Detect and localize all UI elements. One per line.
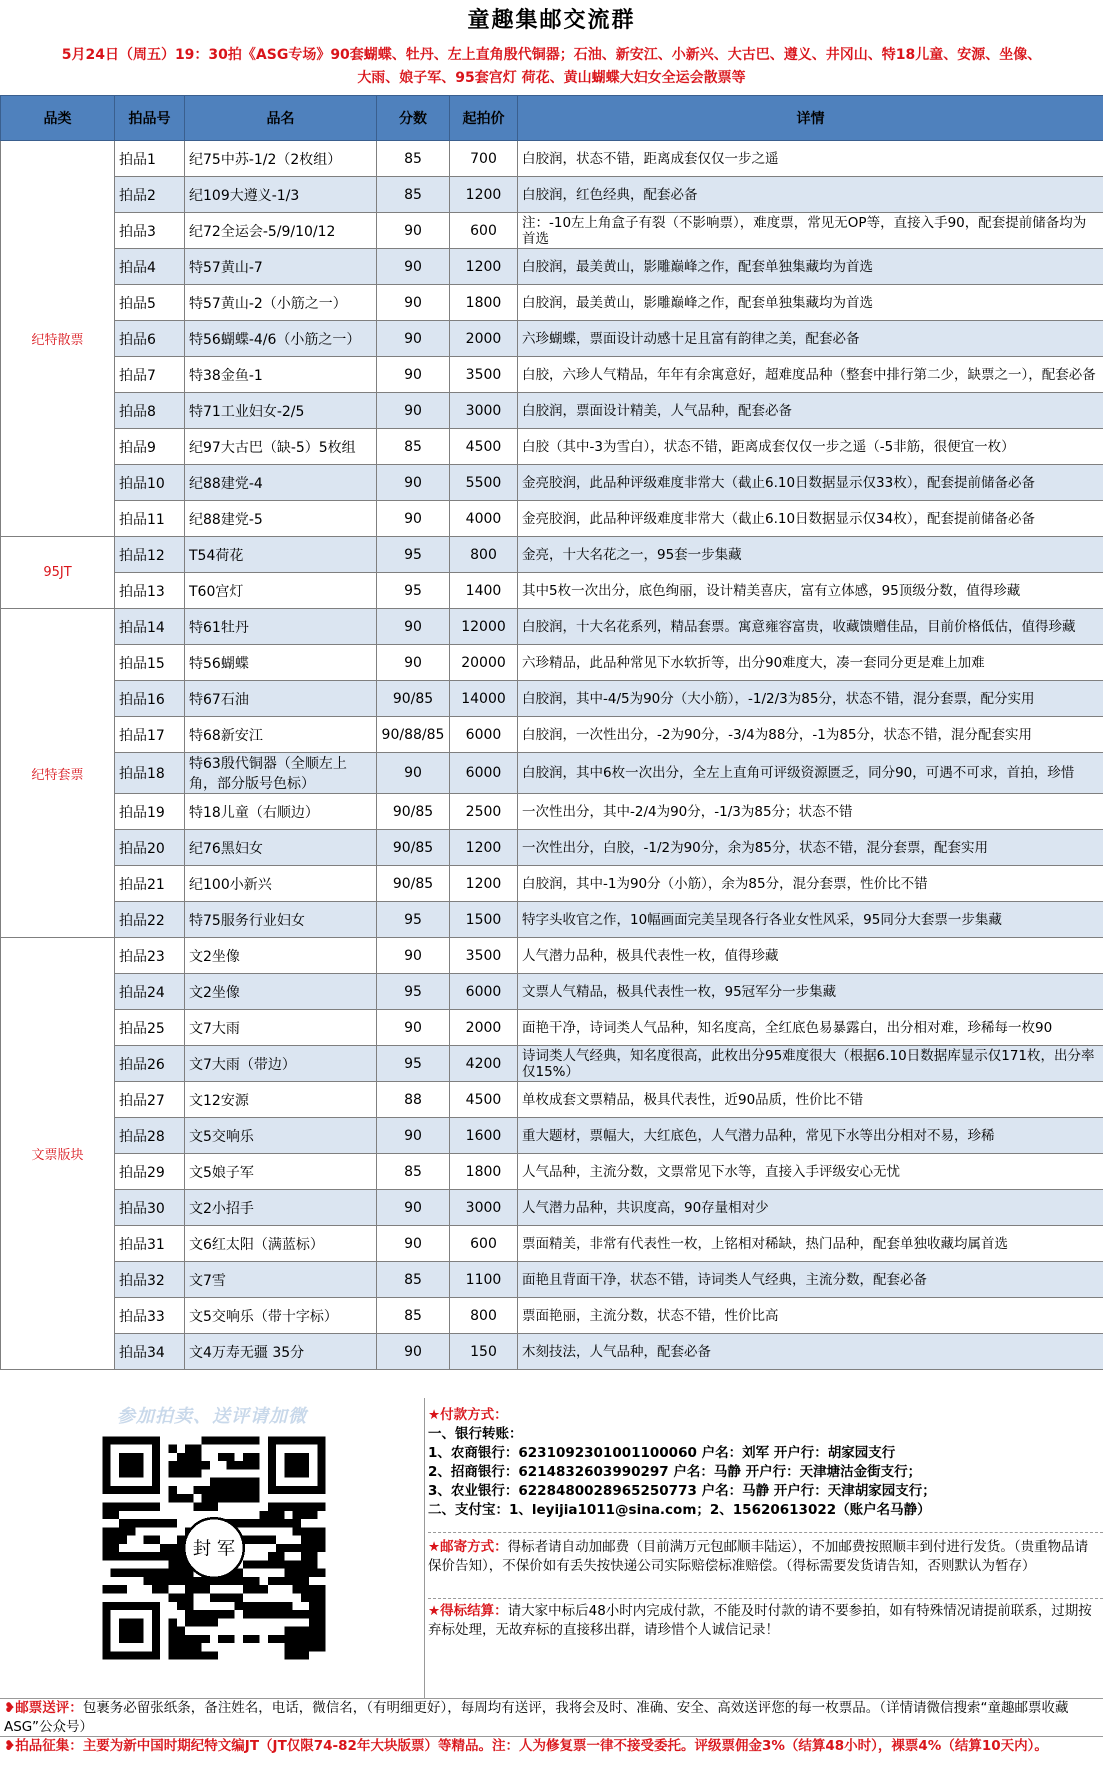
col-header-name: 品名 — [185, 96, 377, 141]
table-row — [1, 717, 1103, 753]
lot-number: 拍品24 — [115, 974, 185, 1010]
lot-detail: 白胶润，票面设计精美，人气品种，配套必备 — [518, 393, 1103, 429]
start-price: 1600 — [450, 1118, 518, 1154]
table-row — [1, 393, 1103, 429]
lot-name: T54荷花 — [185, 537, 377, 573]
lot-name: 文2坐像 — [185, 974, 377, 1010]
lot-name: 特75服务行业妇女 — [185, 902, 377, 938]
grade: 90/85 — [377, 866, 450, 902]
lot-detail: 人气潜力品种，共识度高，90存量相对少 — [518, 1190, 1103, 1226]
col-header-lot: 拍品号 — [115, 96, 185, 141]
table-row — [1, 321, 1103, 357]
lot-detail: 人气品种，主流分数，文票常见下水等，直接入手评级安心无忧 — [518, 1154, 1103, 1190]
category-cell: 95JT — [1, 537, 115, 609]
eval-title: ❥邮票送评： — [4, 1700, 83, 1716]
start-price: 600 — [450, 1226, 518, 1262]
start-price: 20000 — [450, 645, 518, 681]
table-row — [1, 249, 1103, 285]
start-price: 1200 — [450, 830, 518, 866]
grade: 90 — [377, 501, 450, 537]
lot-number: 拍品33 — [115, 1298, 185, 1334]
grade: 90/85 — [377, 681, 450, 717]
grade: 90 — [377, 1010, 450, 1046]
table-header-row — [1, 96, 1103, 141]
lot-number: 拍品18 — [115, 753, 185, 794]
table-row — [1, 1082, 1103, 1118]
lot-detail: 白胶润，最美黄山，影雕巅峰之作，配套单独集藏均为首选 — [518, 285, 1103, 321]
lot-number: 拍品25 — [115, 1010, 185, 1046]
grade: 95 — [377, 902, 450, 938]
eval-text: 包裹务必留张纸条，备注姓名，电话，微信名，（有明细更好），每周均有送评，我将会及时、准确、安全、高效送评您的每一枚票品。（详情请微信搜索“童趣邮票收藏ASG”公众号） — [4, 1700, 1069, 1735]
lot-name: T60宫灯 — [185, 573, 377, 609]
start-price: 150 — [450, 1334, 518, 1370]
lot-name: 特56蝴蝶 — [185, 645, 377, 681]
lot-number: 拍品30 — [115, 1190, 185, 1226]
lot-name: 文5交响乐（带十字标） — [185, 1298, 377, 1334]
lot-number: 拍品12 — [115, 537, 185, 573]
eval-section — [0, 1698, 1103, 1736]
grade: 90 — [377, 213, 450, 249]
table-row — [1, 1046, 1103, 1082]
grade: 90 — [377, 645, 450, 681]
lot-detail: 金亮胶润，此品种评级难度非常大（截止6.10日数据显示仅34枚），配套提前储备必备 — [518, 501, 1103, 537]
lot-name: 文5娘子军 — [185, 1154, 377, 1190]
start-price: 1200 — [450, 177, 518, 213]
start-price: 800 — [450, 1298, 518, 1334]
start-price: 4000 — [450, 501, 518, 537]
lot-name: 特67石油 — [185, 681, 377, 717]
lot-detail: 面艳干净，诗词类人气品种，知名度高，全红底色易暴露白，出分相对难，珍稀每一枚90 — [518, 1010, 1103, 1046]
table-row — [1, 1010, 1103, 1046]
start-price: 3000 — [450, 393, 518, 429]
start-price: 1100 — [450, 1262, 518, 1298]
lot-name: 文5交响乐 — [185, 1118, 377, 1154]
lot-number: 拍品10 — [115, 465, 185, 501]
start-price: 3000 — [450, 1190, 518, 1226]
start-price: 4200 — [450, 1046, 518, 1082]
lot-detail: 白胶润，红色经典，配套必备 — [518, 177, 1103, 213]
auction-table — [0, 95, 1103, 1370]
grade: 90 — [377, 1190, 450, 1226]
page-title: 童趣集邮交流群 — [467, 8, 636, 33]
grade: 90/85 — [377, 830, 450, 866]
grade: 85 — [377, 1298, 450, 1334]
collect-text: 主要为新中国时期纪特文编JT（JT仅限74-82年大块版票）等精品。注：人为修复票一律不接受委托。评级票佣金3%（结算48小时），裸票4%（结算10天内）。 — [82, 1738, 1048, 1754]
lot-number: 拍品26 — [115, 1046, 185, 1082]
grade: 90 — [377, 321, 450, 357]
start-price: 600 — [450, 213, 518, 249]
grade: 90 — [377, 285, 450, 321]
table-row — [1, 285, 1103, 321]
lot-name: 文12安源 — [185, 1082, 377, 1118]
start-price: 1800 — [450, 285, 518, 321]
grade: 85 — [377, 1262, 450, 1298]
settle-section — [428, 1602, 1098, 1640]
table-row — [1, 465, 1103, 501]
start-price: 1200 — [450, 249, 518, 285]
start-price: 12000 — [450, 609, 518, 645]
grade: 90 — [377, 1226, 450, 1262]
lot-name: 文7大雨 — [185, 1010, 377, 1046]
lot-number: 拍品8 — [115, 393, 185, 429]
col-header-detail: 详情 — [518, 96, 1103, 141]
table-row — [1, 1154, 1103, 1190]
table-row — [1, 1262, 1103, 1298]
lot-name: 纪76黑妇女 — [185, 830, 377, 866]
grade: 90 — [377, 938, 450, 974]
divider — [428, 1532, 1103, 1533]
lot-number: 拍品5 — [115, 285, 185, 321]
lot-number: 拍品22 — [115, 902, 185, 938]
grade: 90 — [377, 609, 450, 645]
lot-number: 拍品11 — [115, 501, 185, 537]
grade: 90 — [377, 393, 450, 429]
lot-detail: 诗词类人气经典，知名度很高，此枚出分95难度很大（根据6.10日数据库显示仅171枚，出分率仅15%） — [518, 1046, 1103, 1082]
lot-name: 特57黄山-2（小筋之一） — [185, 285, 377, 321]
table-row — [1, 794, 1103, 830]
subtitle-line-2: 大雨、娘子军、95套宫灯 荷花、黄山蝴蝶大妇女全运会散票等 — [357, 70, 746, 86]
lot-detail: 白胶（其中-3为雪白），状态不错，距离成套仅仅一步之遥（-5非筋，很便宜一枚） — [518, 429, 1103, 465]
table-row — [1, 938, 1103, 974]
lot-name: 特56蝴蝶-4/6（小筋之一） — [185, 321, 377, 357]
payment-section — [428, 1406, 1098, 1520]
lot-detail: 单枚成套文票精品，极具代表性，近90品质，性价比不错 — [518, 1082, 1103, 1118]
lot-number: 拍品15 — [115, 645, 185, 681]
lot-name: 文4万寿无疆 35分 — [185, 1334, 377, 1370]
lot-number: 拍品21 — [115, 866, 185, 902]
col-header-category: 品类 — [1, 96, 115, 141]
lot-detail: 金亮胶润，此品种评级难度非常大（截止6.10日数据显示仅33枚），配套提前储备必备 — [518, 465, 1103, 501]
start-price: 4500 — [450, 429, 518, 465]
grade: 90 — [377, 1334, 450, 1370]
grade: 90 — [377, 249, 450, 285]
category-cell: 纪特散票 — [1, 141, 115, 537]
lot-name: 纪97大古巴（缺-5）5枚组 — [185, 429, 377, 465]
grade: 85 — [377, 429, 450, 465]
footer — [0, 1398, 1103, 1771]
lot-detail: 白胶，六珍人气精品，年年有余寓意好，超难度品种（整套中排行第二少，缺票之一），配套必备 — [518, 357, 1103, 393]
wechat-qr-code[interactable] — [94, 1428, 334, 1668]
lot-name: 文6红太阳（满蓝标） — [185, 1226, 377, 1262]
lot-name: 纪88建党-5 — [185, 501, 377, 537]
grade: 88 — [377, 1082, 450, 1118]
start-price: 6000 — [450, 753, 518, 794]
subtitle-line-1: 5月24日（周五）19：30拍《ASG专场》90套蝴蝶、牡丹、左上直角殷代铜器；石油、新安江、小新兴、大古巴、遵义、井冈山、特18儿童、安源、坐像、 — [61, 47, 1042, 63]
lot-detail: 金亮，十大名花之一，95套一步集藏 — [518, 537, 1103, 573]
lot-detail: 白胶润，状态不错，距离成套仅仅一步之遥 — [518, 141, 1103, 177]
table-row — [1, 866, 1103, 902]
lot-name: 纪72全运会-5/9/10/12 — [185, 213, 377, 249]
lot-name: 文2小招手 — [185, 1190, 377, 1226]
start-price: 1800 — [450, 1154, 518, 1190]
grade: 85 — [377, 1154, 450, 1190]
lot-number: 拍品27 — [115, 1082, 185, 1118]
lot-number: 拍品17 — [115, 717, 185, 753]
lot-detail: 一次性出分，其中-2/4为90分，-1/3为85分；状态不错 — [518, 794, 1103, 830]
table-row — [1, 573, 1103, 609]
lot-detail: 一次性出分，白胶，-1/2为90分，余为85分，状态不错，混分套票，配套实用 — [518, 830, 1103, 866]
lot-detail: 木刻技法，人气品种，配套必备 — [518, 1334, 1103, 1370]
grade: 95 — [377, 1046, 450, 1082]
qr-center-logo: 封 军 — [192, 1538, 236, 1560]
collect-section — [0, 1736, 1103, 1771]
bank-account-3: 3、农业银行：6228480028965250773 户名：马静 开户行：天津胡家园支行； — [428, 1483, 936, 1499]
start-price: 800 — [450, 537, 518, 573]
bank-account-2: 2、招商银行：6214832603990297 户名：马静 开户行：天津塘沽金街支行； — [428, 1464, 922, 1480]
lot-detail: 白胶润，最美黄山，影雕巅峰之作，配套单独集藏均为首选 — [518, 249, 1103, 285]
lot-name: 文7大雨（带边） — [185, 1046, 377, 1082]
grade: 90 — [377, 357, 450, 393]
lot-detail: 特字头收官之作，10幅画面完美呈现各行各业女性风采，95同分大套票一步集藏 — [518, 902, 1103, 938]
lot-detail: 注：-10左上角盒子有裂（不影响票），难度票，常见无OP等，直接入手90，配套提前储备均为首选 — [518, 213, 1103, 249]
start-price: 2000 — [450, 321, 518, 357]
lot-number: 拍品34 — [115, 1334, 185, 1370]
lot-detail: 白胶润，一次性出分，-2为90分，-3/4为88分，-1为85分，状态不错，混分配套实用 — [518, 717, 1103, 753]
table-row — [1, 974, 1103, 1010]
table-row — [1, 645, 1103, 681]
lot-number: 拍品19 — [115, 794, 185, 830]
lot-name: 纪88建党-4 — [185, 465, 377, 501]
col-header-start-price: 起拍价 — [450, 96, 518, 141]
lot-detail: 白胶润，其中-4/5为90分（大小筋），-1/2/3为85分，状态不错，混分套票，配分实用 — [518, 681, 1103, 717]
grade: 90 — [377, 753, 450, 794]
lot-name: 特57黄山-7 — [185, 249, 377, 285]
lot-number: 拍品29 — [115, 1154, 185, 1190]
grade: 95 — [377, 974, 450, 1010]
start-price: 6000 — [450, 717, 518, 753]
lot-detail: 六珍蝴蝶，票面设计动感十足且富有韵律之美，配套必备 — [518, 321, 1103, 357]
start-price: 3500 — [450, 938, 518, 974]
lot-detail: 重大题材，票幅大，大红底色，人气潜力品种，常见下水等出分相对不易，珍稀 — [518, 1118, 1103, 1154]
start-price: 14000 — [450, 681, 518, 717]
lot-number: 拍品16 — [115, 681, 185, 717]
bank-title: 一、银行转账： — [428, 1426, 523, 1442]
start-price: 2000 — [450, 1010, 518, 1046]
settle-title: ★得标结算： — [428, 1603, 508, 1619]
table-row — [1, 501, 1103, 537]
table-row — [1, 681, 1103, 717]
lot-name: 特18儿童（右顺边） — [185, 794, 377, 830]
start-price: 2500 — [450, 794, 518, 830]
table-row — [1, 213, 1103, 249]
collect-title: ❥拍品征集： — [4, 1738, 83, 1754]
lot-detail: 白胶润，其中-1为90分（小筋），余为85分，混分套票，性价比不错 — [518, 866, 1103, 902]
table-row — [1, 609, 1103, 645]
lot-number: 拍品3 — [115, 213, 185, 249]
lot-detail: 白胶润，其中6枚一次出分，全左上直角可评级资源匮乏，同分90，可遇不可求，首拍，珍惜 — [518, 753, 1103, 794]
qr-panel — [0, 1398, 425, 1698]
table-row — [1, 141, 1103, 177]
lot-name: 特38金鱼-1 — [185, 357, 377, 393]
lot-number: 拍品14 — [115, 609, 185, 645]
grade: 95 — [377, 537, 450, 573]
table-row — [1, 1190, 1103, 1226]
lot-number: 拍品6 — [115, 321, 185, 357]
table-row — [1, 1118, 1103, 1154]
start-price: 1500 — [450, 902, 518, 938]
table-row — [1, 177, 1103, 213]
mail-section — [428, 1538, 1098, 1576]
table-row — [1, 1298, 1103, 1334]
qr-title: 参加拍卖、送评请加微 — [117, 1406, 307, 1427]
grade: 85 — [377, 177, 450, 213]
table-row — [1, 537, 1103, 573]
grade: 85 — [377, 141, 450, 177]
payment-title: ★付款方式： — [428, 1407, 508, 1423]
lot-number: 拍品2 — [115, 177, 185, 213]
table-row — [1, 902, 1103, 938]
lot-detail: 面艳且背面干净，状态不错，诗词类人气经典，主流分数，配套必备 — [518, 1262, 1103, 1298]
lot-number: 拍品31 — [115, 1226, 185, 1262]
lot-detail: 白胶润，十大名花系列，精品套票。寓意雍容富贵，收藏馈赠佳品，目前价格低估，值得珍藏 — [518, 609, 1103, 645]
table-row — [1, 1334, 1103, 1370]
lot-number: 拍品13 — [115, 573, 185, 609]
lot-name: 特71工业妇女-2/5 — [185, 393, 377, 429]
lot-detail: 文票人气精品，极具代表性一枚，95冠军分一步集藏 — [518, 974, 1103, 1010]
start-price: 1400 — [450, 573, 518, 609]
start-price: 3500 — [450, 357, 518, 393]
lot-name: 文2坐像 — [185, 938, 377, 974]
category-cell: 文票版块 — [1, 938, 115, 1370]
lot-number: 拍品9 — [115, 429, 185, 465]
lot-number: 拍品7 — [115, 357, 185, 393]
category-cell: 纪特套票 — [1, 609, 115, 938]
grade: 90/88/85 — [377, 717, 450, 753]
lot-number: 拍品1 — [115, 141, 185, 177]
table-row — [1, 753, 1103, 794]
lot-number: 拍品20 — [115, 830, 185, 866]
lot-number: 拍品28 — [115, 1118, 185, 1154]
table-body — [1, 141, 1103, 1370]
col-header-grade: 分数 — [377, 96, 450, 141]
lot-detail: 票面精美，非常有代表性一枚，上铭相对稀缺，热门品种，配套单独收藏均属首选 — [518, 1226, 1103, 1262]
lot-number: 拍品23 — [115, 938, 185, 974]
settle-text: 请大家中标后48小时内完成付款，不能及时付款的请不要参拍，如有特殊情况请提前联系，过期按弃标处理，无故弃标的直接移出群，请珍惜个人诚信记录！ — [428, 1603, 1092, 1638]
start-price: 700 — [450, 141, 518, 177]
lot-name: 纪109大遵义-1/3 — [185, 177, 377, 213]
lot-name: 纪75中苏-1/2（2枚组） — [185, 141, 377, 177]
grade: 90 — [377, 1118, 450, 1154]
table-row — [1, 357, 1103, 393]
lot-name: 纪100小新兴 — [185, 866, 377, 902]
lot-name: 特68新安江 — [185, 717, 377, 753]
lot-number: 拍品4 — [115, 249, 185, 285]
auction-subtitle — [0, 44, 1103, 94]
start-price: 4500 — [450, 1082, 518, 1118]
divider — [428, 1598, 1103, 1599]
start-price: 1200 — [450, 866, 518, 902]
alipay-account: 二、支付宝：1、leyijia1011@sina.com；2、15620613022（账户名马静） — [428, 1502, 931, 1518]
lot-name: 特63殷代铜器（全顺左上角，部分版号色标） — [185, 753, 377, 794]
table-row — [1, 429, 1103, 465]
grade: 95 — [377, 573, 450, 609]
lot-detail: 人气潜力品种，极具代表性一枚，值得珍藏 — [518, 938, 1103, 974]
lot-detail: 票面艳丽，主流分数，状态不错，性价比高 — [518, 1298, 1103, 1334]
lot-detail: 其中5枚一次出分，底色绚丽，设计精美喜庆，富有立体感，95顶级分数，值得珍藏 — [518, 573, 1103, 609]
mail-title: ★邮寄方式： — [428, 1539, 508, 1555]
grade: 90 — [377, 465, 450, 501]
lot-number: 拍品32 — [115, 1262, 185, 1298]
start-price: 6000 — [450, 974, 518, 1010]
bank-account-1: 1、农商银行：6231092301001100060 户名：刘军 开户行：胡家园支行 — [428, 1445, 896, 1461]
grade: 90/85 — [377, 794, 450, 830]
mail-text: 得标者请自动加邮费（目前满万元包邮顺丰陆运），不加邮费按照顺丰到付进行发货。（贵重物品请保价告知），不保价如有丢失按快递公司实际赔偿标准赔偿。（得标需要发货请告知，否则默认为暂存） — [428, 1539, 1089, 1574]
table-row — [1, 830, 1103, 866]
lot-detail: 六珍精品，此品种常见下水软折等，出分90难度大，凑一套同分更是难上加难 — [518, 645, 1103, 681]
start-price: 5500 — [450, 465, 518, 501]
table-row — [1, 1226, 1103, 1262]
lot-name: 特61牡丹 — [185, 609, 377, 645]
lot-name: 文7雪 — [185, 1262, 377, 1298]
